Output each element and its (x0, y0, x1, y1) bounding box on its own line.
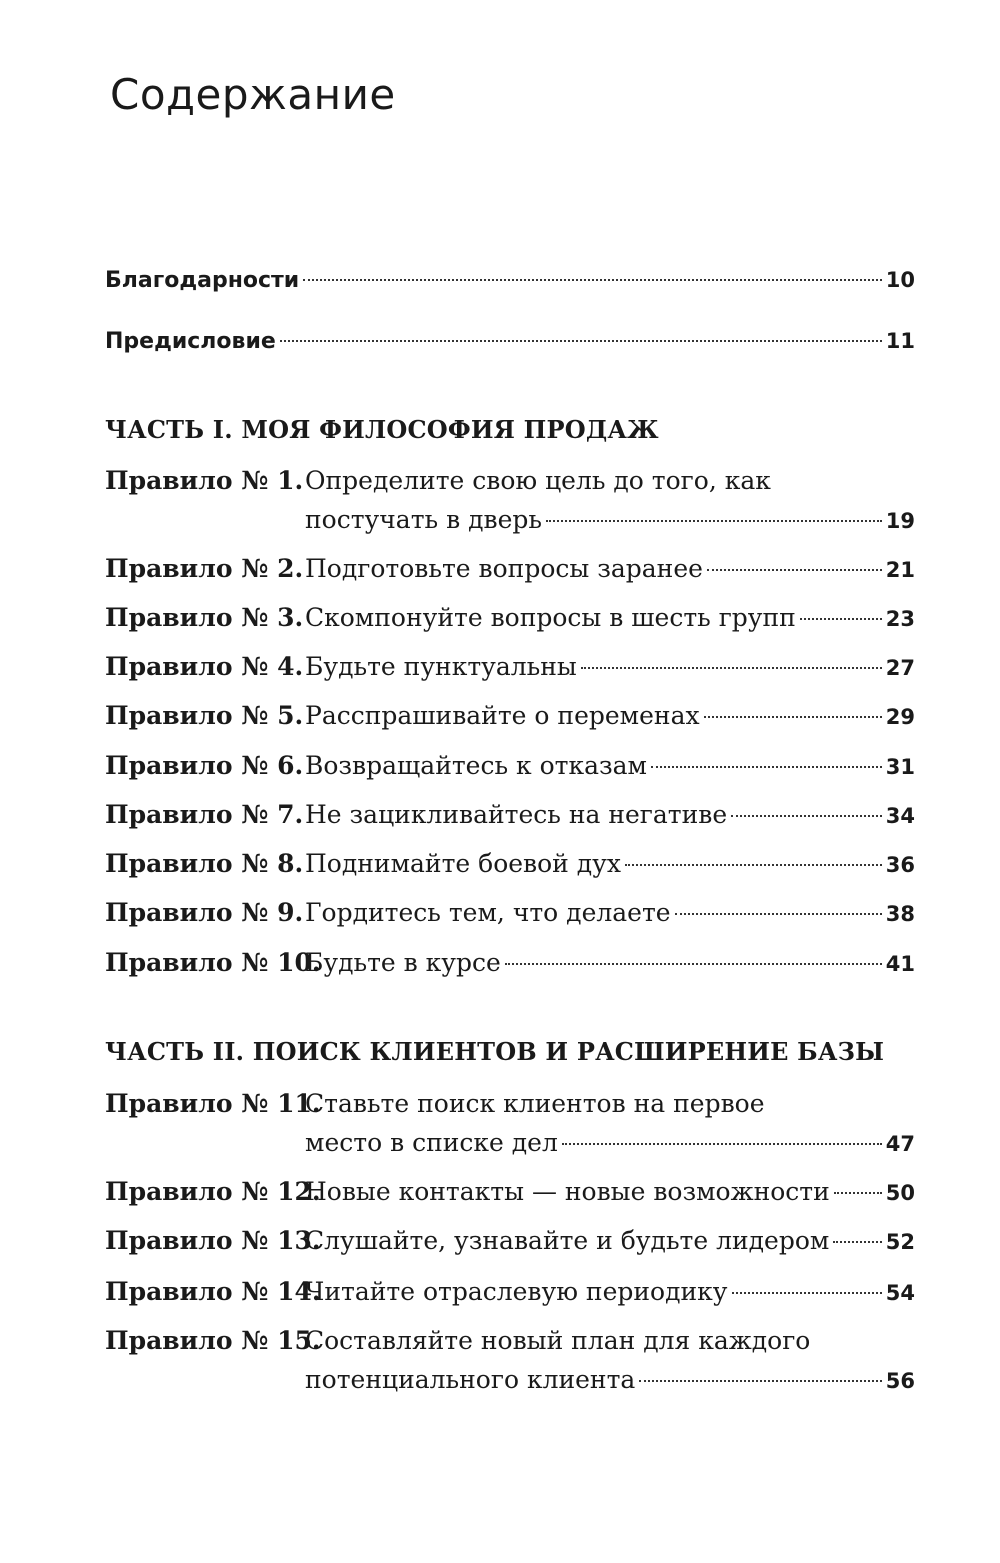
dot-leader (707, 569, 882, 571)
toc-entry-title: Составляйте новый план для каждого (305, 1326, 811, 1355)
dot-leader (704, 716, 882, 718)
toc-rule-entry[interactable] (105, 652, 915, 683)
toc-rule-entry-continuation[interactable] (105, 1365, 915, 1396)
rule-number: Правило № 1. (105, 466, 304, 495)
toc-entry-title: Предисловие (105, 329, 276, 354)
rule-number: Правило № 15. (105, 1326, 321, 1355)
toc-entry-title: Гордитесь тем, что делаете (305, 898, 671, 927)
dot-leader (581, 667, 882, 669)
toc-rule-entry[interactable] (105, 800, 915, 831)
dot-leader (639, 1380, 881, 1382)
toc-page-number: 10 (885, 268, 915, 292)
rule-number: Правило № 11. (105, 1089, 321, 1118)
toc-entry-front[interactable] (105, 265, 915, 296)
rule-number: Правило № 6. (105, 751, 304, 780)
toc-page-number: 11 (885, 329, 915, 353)
part-heading: ЧАСТЬ II. ПОИСК КЛИЕНТОВ И РАСШИРЕНИЕ БАЗЫ (105, 1037, 885, 1066)
rule-number: Правило № 7. (105, 800, 304, 829)
toc-entry-title: Расспрашивайте о переменах (305, 701, 700, 730)
toc-entry-title: Новые контакты — новые возможности (305, 1177, 830, 1206)
dot-leader (303, 279, 882, 281)
toc-page-number: 50 (885, 1181, 915, 1205)
toc-rule-entry[interactable] (105, 898, 915, 929)
toc-entry-title: Определите свою цель до того, как (305, 466, 771, 495)
dot-leader (625, 864, 882, 866)
toc-page-number: 38 (885, 902, 915, 926)
dot-leader (651, 766, 882, 768)
toc-page-number: 21 (885, 558, 915, 582)
toc-page-number: 47 (885, 1132, 915, 1156)
toc-entry-title: постучать в дверь (305, 505, 542, 534)
rule-number: Правило № 3. (105, 603, 304, 632)
toc-entry-title: Благодарности (105, 268, 300, 293)
part-heading: ЧАСТЬ I. МОЯ ФИЛОСОФИЯ ПРОДАЖ (105, 415, 659, 444)
toc-entry-title: Читайте отраслевую периодику (305, 1277, 728, 1306)
dot-leader (833, 1241, 881, 1243)
toc-entry-front[interactable] (105, 326, 915, 357)
toc-rule-entry-continuation[interactable] (105, 1128, 915, 1159)
dot-leader (731, 815, 882, 817)
toc-entry-title: потенциального клиента (305, 1365, 636, 1394)
toc-rule-entry[interactable] (105, 751, 915, 782)
toc-page-number: 41 (885, 952, 915, 976)
rule-number: Правило № 4. (105, 652, 304, 681)
toc-rule-entry[interactable] (105, 1277, 915, 1308)
toc-entry-title: Будьте в курсе (305, 948, 501, 977)
rule-number: Правило № 12. (105, 1177, 321, 1206)
toc-entry-title: Скомпонуйте вопросы в шесть групп (305, 603, 796, 632)
dot-leader (280, 340, 882, 342)
dot-leader (505, 963, 882, 965)
dot-leader (834, 1192, 882, 1194)
toc-rule-entry[interactable] (105, 1177, 915, 1208)
toc-entry-title: Поднимайте боевой дух (305, 849, 621, 878)
toc-page-number: 23 (885, 607, 915, 631)
toc-entry-title: место в списке дел (305, 1128, 558, 1157)
toc-page-number: 29 (885, 705, 915, 729)
toc-page-number: 31 (885, 755, 915, 779)
toc-rule-entry[interactable] (105, 1326, 915, 1356)
toc-rule-entry[interactable] (105, 554, 915, 585)
dot-leader (732, 1292, 882, 1294)
toc-page-number: 56 (885, 1369, 915, 1393)
rule-number: Правило № 9. (105, 898, 304, 927)
toc-entry-title: Ставьте поиск клиентов на первое (305, 1089, 765, 1118)
toc-rule-entry[interactable] (105, 603, 915, 634)
toc-entry-title: Будьте пунктуальны (305, 652, 577, 681)
toc-page-number: 54 (885, 1281, 915, 1305)
toc-rule-entry[interactable] (105, 849, 915, 880)
dot-leader (546, 520, 882, 522)
toc-page-number: 19 (885, 509, 915, 533)
rule-number: Правило № 8. (105, 849, 304, 878)
page-title: Содержание (110, 70, 396, 119)
rule-number: Правило № 10. (105, 948, 321, 977)
toc-rule-entry[interactable] (105, 466, 915, 496)
dot-leader (562, 1143, 882, 1145)
toc-page-number: 36 (885, 853, 915, 877)
toc-rule-entry[interactable] (105, 1089, 915, 1119)
toc-page-number: 27 (885, 656, 915, 680)
dot-leader (675, 913, 882, 915)
rule-number: Правило № 2. (105, 554, 304, 583)
toc-entry-title: Возвращайтесь к отказам (305, 751, 648, 780)
rule-number: Правило № 13. (105, 1226, 321, 1255)
toc-entry-title: Слушайте, узнавайте и будьте лидером (305, 1226, 830, 1255)
toc-rule-entry[interactable] (105, 948, 915, 979)
toc-entry-title: Не зацикливайтесь на негативе (305, 800, 728, 829)
rule-number: Правило № 5. (105, 701, 304, 730)
toc-rule-entry[interactable] (105, 1226, 915, 1257)
dot-leader (800, 618, 882, 620)
rule-number: Правило № 14. (105, 1277, 321, 1306)
toc-page-number: 34 (885, 804, 915, 828)
toc-rule-entry-continuation[interactable] (105, 505, 915, 536)
toc-page-number: 52 (885, 1230, 915, 1254)
toc-rule-entry[interactable] (105, 701, 915, 732)
toc-entry-title: Подготовьте вопросы заранее (305, 554, 703, 583)
